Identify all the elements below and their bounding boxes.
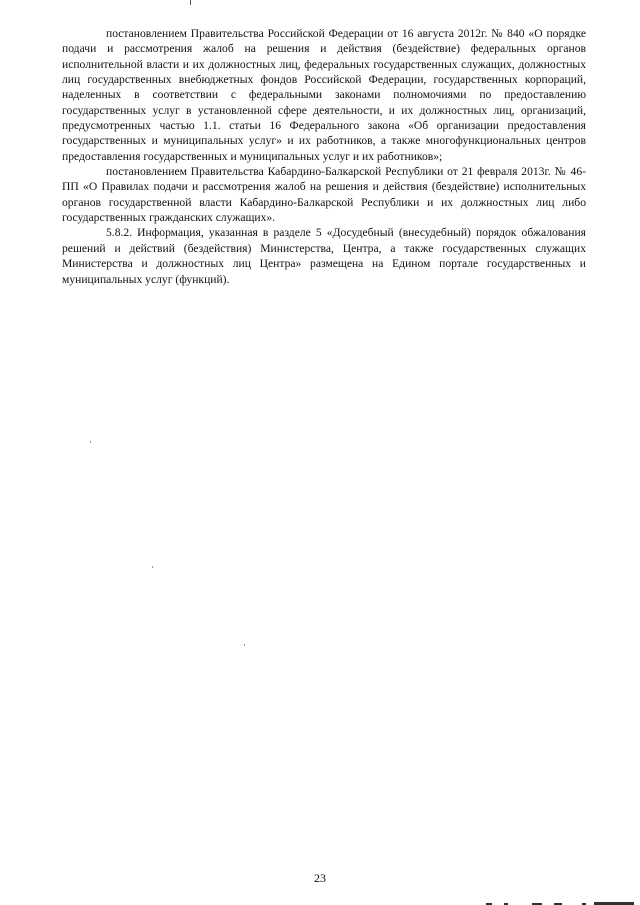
scan-artifact (190, 0, 191, 5)
scan-artifact (152, 566, 153, 568)
paragraph-decree-46-pp: постановлением Правительства Кабардино-Балкарской Республики от 21 февраля 2013г. № 46-ПП «О Правилах подачи и рассмотрения жалоб на решения и действия (бездействие) исполнительных органов государственной власти Кабардино-Балкарской Республики и их должностных лиц либо государственных гражданских служащих». (62, 165, 586, 225)
page-number: 23 (314, 871, 326, 885)
scan-edge-artifact (486, 898, 640, 905)
scan-artifact (90, 441, 91, 443)
scan-artifact (244, 644, 245, 646)
document-body (62, 26, 586, 287)
paragraph-decree-840: постановлением Правительства Российской Федерации от 16 августа 2012г. № 840 «О порядке подачи и рассмотрения жалоб на решения и действия (бездействие) федеральных органов исполнительной власти и их должностных лиц, федеральных государственных служащих, должностных лиц государственных внебюджетных фондов Российской Федерации, государственных корпораций, наделенных в соответствии с федеральными законами полномочиями по предоставлению государственных услуг в установленной сфере деятельности, и их должностных лиц, организаций, предусмотренных частью 1.1. статьи 16 Федерального закона «Об организации предоставления государственных и муниципальных услуг» и их работников, а также многофункциональных центров предоставления государственных и муниципальных услуг и их работников»; (62, 27, 586, 163)
paragraph-5-8-2: 5.8.2. Информация, указанная в разделе 5 «Досудебный (внесудебный) порядок обжалования решений и действий (бездействия) Министерства, Центра, а также государственных служащих Министерства и должностных лиц Центра» размещена на Едином портале государственных и муниципальных услуг (функций). (62, 226, 586, 286)
